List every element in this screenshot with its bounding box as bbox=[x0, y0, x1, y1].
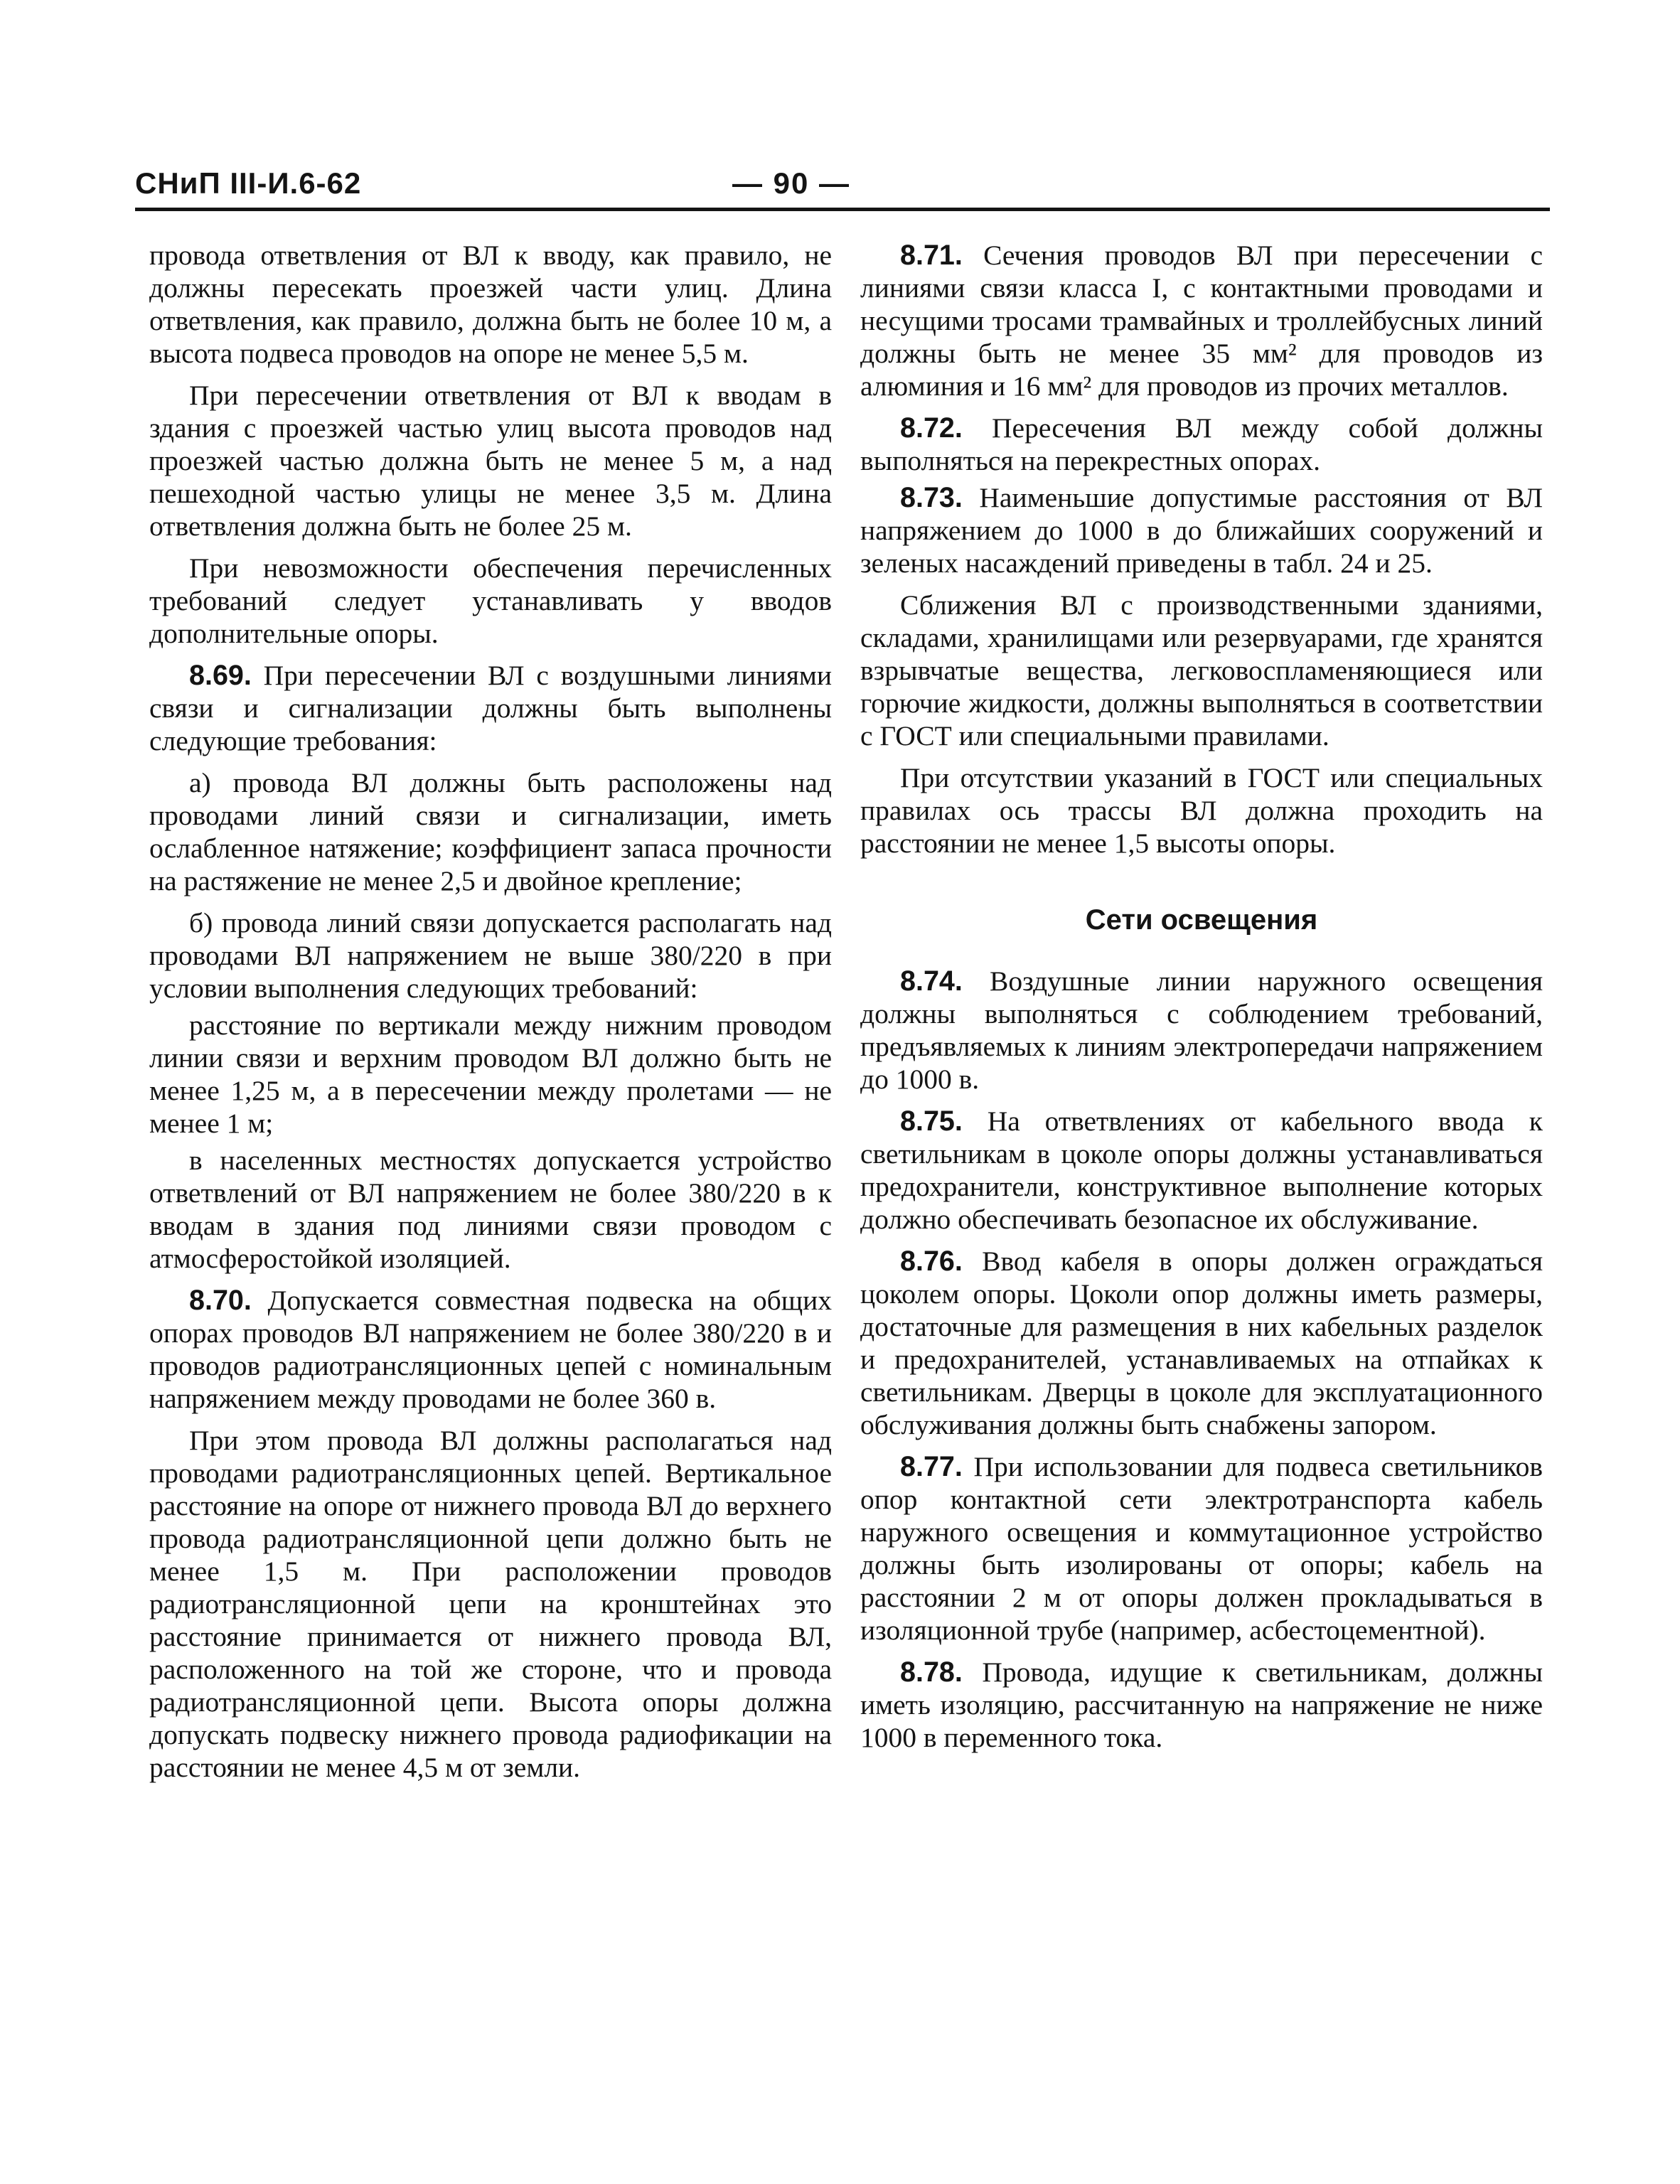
clause-text: При пересечении ВЛ с воздушными линиями связи и сигнализации должны быть выполнены следующие требования: bbox=[149, 660, 833, 756]
clause-8-74 bbox=[860, 965, 1543, 1096]
clause-number: 8.71. bbox=[900, 240, 963, 271]
clause-number: 8.74. bbox=[900, 965, 963, 997]
page-number: — 90 — bbox=[732, 166, 851, 200]
paragraph: в населенных местностях допускается устройство ответвлений от ВЛ напряжением не более 380/220 в к вводам в здания под линиями связи проводом с атмосферостойкой изоляцией. bbox=[149, 1145, 832, 1274]
clause-8-75 bbox=[860, 1105, 1543, 1236]
clause-text: На ответвлениях от кабельного ввода к светильникам в цоколе опоры должны устанавливаться предохранители, конструктивное выполнение которых должно обеспечивать безопасное их обслуживание. bbox=[860, 1106, 1543, 1235]
clause-number: 8.70. bbox=[189, 1285, 252, 1316]
clause-number: 8.73. bbox=[900, 482, 963, 513]
clause-8-69 bbox=[149, 659, 832, 757]
clause-text: При использовании для подвеса светильников опор контактной сети электротранспорта кабель наружного освещения и коммутационное устройство должны быть изолированы от опоры; кабель на расстоянии 2 м от опоры должен прокладываться в изоляционной трубе (например, асбестоцементной). bbox=[860, 1451, 1543, 1646]
paragraph: При отсутствии указаний в ГОСТ или специальных правилах ось трассы ВЛ должна проходить на расстоянии не менее 1,5 высоты опоры. bbox=[860, 762, 1543, 859]
paragraph: При этом провода ВЛ должны располагаться над проводами радиотрансляционных цепей. Вертикальное расстояние на опоре от нижнего провода ВЛ до верхнего провода радиотрансляционной цепи должно быть не менее 1,5 м. При расположении проводов радиотрансляционной цепи на кронштейнах это расстояние принимается от нижнего провода ВЛ, расположенного на той же стороне, что и провода радиотрансляционной цепи. Высота опоры должна допускать подвеску нижнего провода радиофикации на расстоянии не менее 4,5 м от земли. bbox=[149, 1425, 832, 1783]
section-heading: Сети освещения bbox=[1085, 904, 1318, 936]
clause-8-72 bbox=[860, 412, 1543, 477]
paragraph: б) провода линий связи допускается располагать над проводами ВЛ напряжением не выше 380/220 в при условии выполнения следующих требований: bbox=[149, 907, 832, 1004]
right-column bbox=[860, 239, 1543, 1763]
clause-8-77 bbox=[860, 1450, 1543, 1647]
clause-8-71 bbox=[860, 239, 1543, 402]
clause-number: 8.78. bbox=[900, 1656, 963, 1688]
left-column bbox=[149, 239, 832, 1793]
paragraph: а) провода ВЛ должны быть расположены над проводами линий связи и сигнализации, иметь ослабленное натяжение; коэффициент запаса прочности на растяжение не менее 2,5 и двойное крепление; bbox=[149, 767, 832, 896]
clause-8-76 bbox=[860, 1245, 1543, 1441]
clause-text: Воздушные линии наружного освещения должны выполняться с соблюдением требований, предъявляемых к линиям электропередачи напряжением до 1000 в. bbox=[860, 965, 1543, 1095]
header-rule bbox=[135, 208, 1550, 211]
paragraph: провода ответвления от ВЛ к вводу, как правило, не должны пересекать проезжей части улиц. Длина ответвления, как правило, должна быть не более 10 м, а высота подвеса проводов на опоре не менее 5,5 м. bbox=[149, 240, 832, 369]
clause-text: Наименьшие допустимые расстояния от ВЛ напряжением до 1000 в до ближайших сооружений и зеленых насаждений приведены в табл. 24 и 25. bbox=[860, 482, 1543, 579]
clause-text: Ввод кабеля в опоры должен ограждаться цоколем опоры. Цоколи опор должны иметь размеры, достаточные для размещения в них кабельных разделок и предохранителей, устанавливаемых на отпайках к светильникам. Дверцы в цоколе для эксплуатационного обслуживания должны быть снабжены запором. bbox=[860, 1246, 1543, 1440]
clause-number: 8.77. bbox=[900, 1451, 963, 1482]
page-header bbox=[135, 162, 1550, 205]
clause-number: 8.75. bbox=[900, 1106, 963, 1137]
clause-number: 8.69. bbox=[189, 660, 252, 691]
clause-text: Пересечения ВЛ между собой должны выполняться на перекрестных опорах. bbox=[860, 412, 1543, 476]
clause-8-70 bbox=[149, 1284, 832, 1415]
clause-8-78 bbox=[860, 1656, 1543, 1754]
paragraph: При невозможности обеспечения перечисленных требований следует устанавливать у вводов дополнительные опоры. bbox=[149, 552, 832, 649]
clause-text: Провода, идущие к светильникам, должны иметь изоляцию, рассчитанную на напряжение не ниже 1000 в переменного тока. bbox=[860, 1656, 1543, 1753]
clause-number: 8.72. bbox=[900, 412, 963, 444]
paragraph: При пересечении ответвления от ВЛ к вводам в здания с проезжей частью улиц высота проводов над проезжей частью должна быть не менее 5 м, а над пешеходной частью улицы не менее 3,5 м. Длина ответвления должна быть не более 25 м. bbox=[149, 380, 832, 542]
document-code: СНиП III-И.6-62 bbox=[135, 166, 362, 200]
clause-text: Сечения проводов ВЛ при пересечении с линиями связи класса I, с контактными проводами и несущими тросами трамвайных и троллейбусных линий должны быть не менее 35 мм² для проводов из алюминия и 16 мм² для проводов из прочих металлов. bbox=[860, 240, 1543, 402]
clause-number: 8.76. bbox=[900, 1246, 963, 1277]
clause-text: Допускается совместная подвеска на общих опорах проводов ВЛ напряжением не более 380/220 в и проводов радиотрансляционных цепей с номинальным напряжением между проводами не более 360 в. bbox=[149, 1285, 832, 1414]
clause-8-73 bbox=[860, 481, 1543, 579]
paragraph: расстояние по вертикали между нижним проводом линии связи и верхним проводом ВЛ должно быть не менее 1,25 м, а в пересечении между пролетами — не менее 1 м; bbox=[149, 1010, 832, 1139]
paragraph: Сближения ВЛ с производственными зданиями, складами, хранилищами или резервуарами, где хранятся взрывчатые вещества, легковоспламеняющиеся или горючие жидкости, должны выполняться в соответствии с ГОСТ или специальными правилами. bbox=[860, 589, 1543, 751]
